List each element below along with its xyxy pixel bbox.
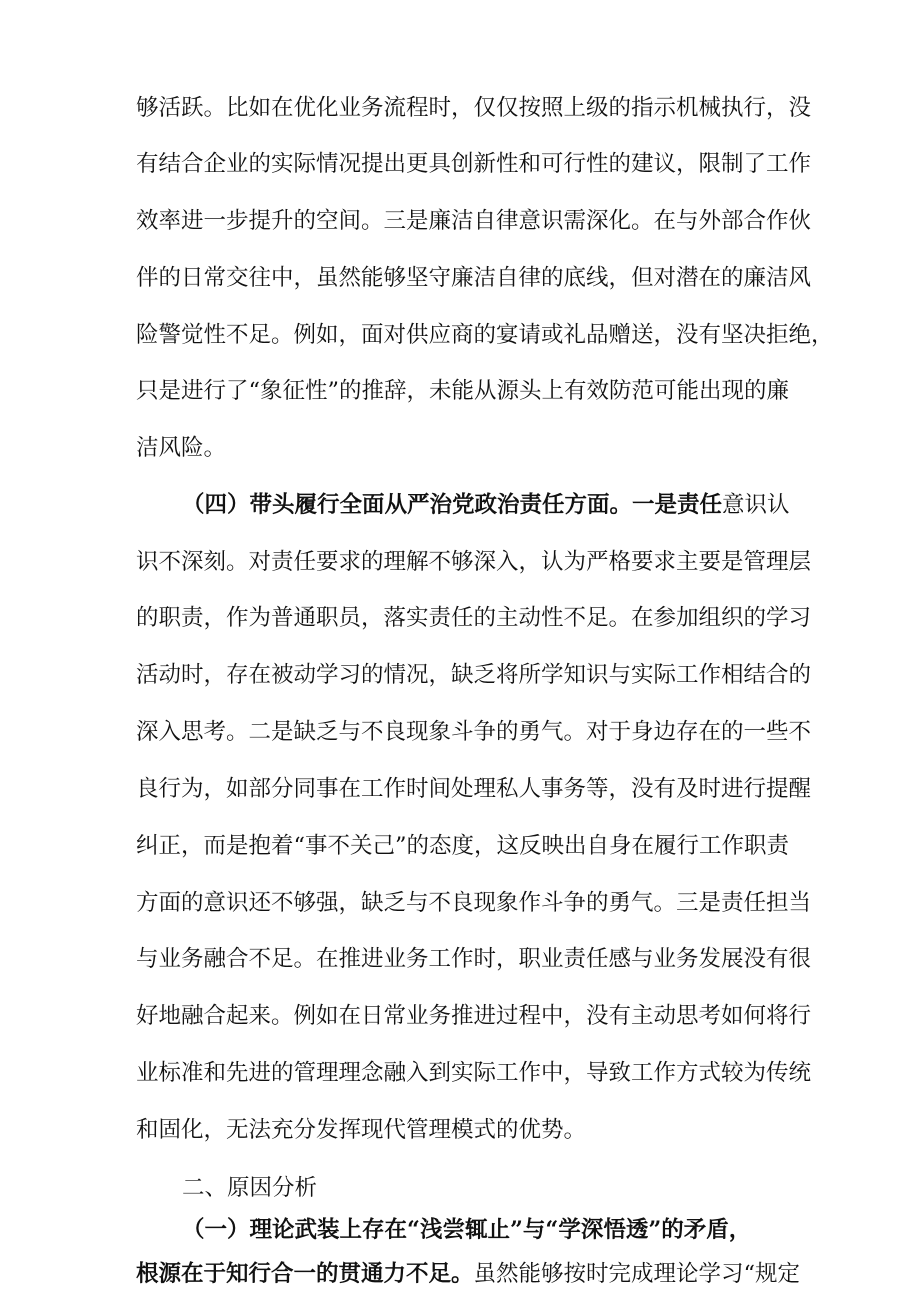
text-line: 业标准和先进的管理理念融入到实际工作中，导致工作方式较为传统 bbox=[136, 1060, 812, 1086]
text-line: 洁风险。 bbox=[136, 435, 227, 461]
text-line: 方面的意识还不够强，缺乏与不良现象作斗争的勇气。三是责任担当 bbox=[136, 890, 812, 916]
text-line: 够活跃。比如在优化业务流程时，仅仅按照上级的指示机械执行，没 bbox=[136, 95, 812, 121]
text-line: 只是进行了“象征性”的推辞，未能从源头上有效防范可能出现的廉 bbox=[136, 378, 790, 404]
text-line: 活动时，存在被动学习的情况，缺乏将所学知识与实际工作相结合的 bbox=[136, 662, 812, 688]
section-heading-line bbox=[182, 485, 790, 525]
text-line: 识不深刻。对责任要求的理解不够深入，认为严格要求主要是管理层 bbox=[136, 549, 812, 575]
subsection-heading-line bbox=[136, 1254, 800, 1294]
text-line: 和固化，无法充分发挥现代管理模式的优势。 bbox=[136, 1117, 587, 1143]
text-line: 效率进一步提升的空间。三是廉洁自律意识需深化。在与外部合作伙 bbox=[136, 208, 812, 234]
text-line: 深入思考。二是缺乏与不良现象斗争的勇气。对于身边存在的一些不 bbox=[136, 719, 812, 745]
subsection-heading: （一）理论武装上存在“浅尝辄止”与“学深悟透”的矛盾， bbox=[182, 1217, 752, 1243]
text-line: 险警觉性不足。例如，面对供应商的宴请或礼品赠送，没有坚决拒绝， bbox=[136, 322, 834, 348]
text-line: 伴的日常交往中，虽然能够坚守廉洁自律的底线，但对潜在的廉洁风 bbox=[136, 265, 812, 291]
text-line: 与业务融合不足。在推进业务工作时，职业责任感与业务发展没有很 bbox=[136, 946, 812, 972]
text-line: 纠正，而是抱着“事不关己”的态度，这反映出自身在履行工作职责 bbox=[136, 833, 790, 859]
subsection-heading-cont: 根源在于知行合一的贯通力不足。 bbox=[136, 1261, 474, 1287]
text-line: 有结合企业的实际情况提出更具创新性和可行性的建议，限制了工作 bbox=[136, 151, 812, 177]
text-line: 好地融合起来。例如在日常业务推进过程中，没有主动思考如何将行 bbox=[136, 1003, 812, 1029]
text-line: 的职责，作为普通职员，落实责任的主动性不足。在参加组织的学习 bbox=[136, 605, 812, 631]
text-span: 虽然能够按时完成理论学习“规定 bbox=[473, 1261, 801, 1287]
section-heading: （四）带头履行全面从严治党政治责任方面。一是责任 bbox=[182, 492, 723, 518]
text-line: 良行为，如部分同事在工作时间处理私人事务等，没有及时进行提醒 bbox=[136, 776, 812, 802]
text-span: 意识认 bbox=[722, 492, 790, 518]
chapter-heading: 二、原因分析 bbox=[182, 1175, 318, 1201]
